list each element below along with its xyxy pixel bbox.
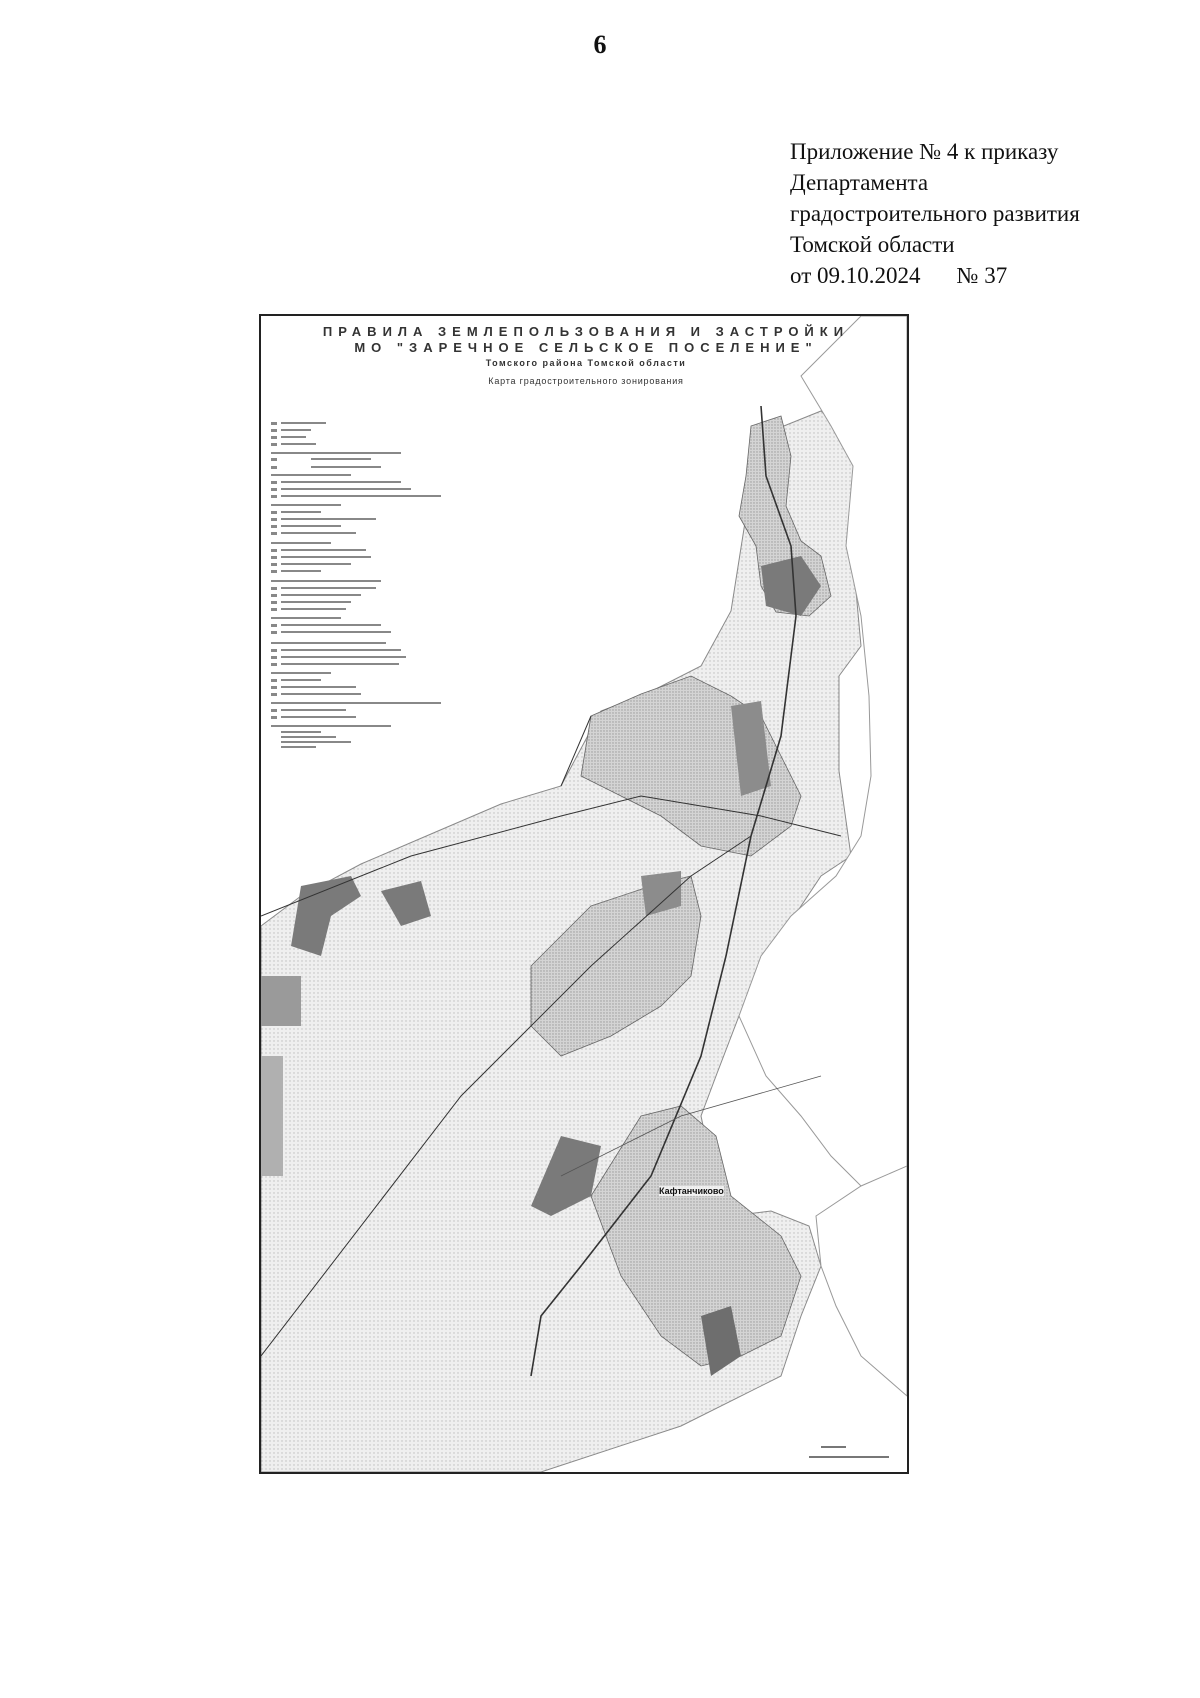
map-legend <box>271 422 441 748</box>
appendix-header <box>790 136 1080 291</box>
appendix-line-3: градостроительного развития <box>790 201 1080 226</box>
map-drawing <box>261 316 907 1472</box>
map-title-line-1: ПРАВИЛА ЗЕМЛЕПОЛЬЗОВАНИЯ И ЗАСТРОЙКИ <box>322 324 850 339</box>
place-label-kaftanchikovo: Кафтанчиково <box>659 1186 724 1196</box>
appendix-line-4: Томской области <box>790 232 955 257</box>
scale-bar <box>809 1446 889 1458</box>
map-title-line-2: МО "ЗАРЕЧНОЕ СЕЛЬСКОЕ ПОСЕЛЕНИЕ" <box>354 340 818 355</box>
order-number: № 37 <box>956 263 1008 288</box>
river-lower <box>816 1166 907 1396</box>
appendix-line-1: Приложение № 4 к приказу <box>790 139 1059 164</box>
dark-zone-8 <box>261 976 301 1026</box>
order-date: от 09.10.2024 <box>790 263 921 288</box>
appendix-date-row <box>790 260 1080 291</box>
map-header <box>261 324 909 386</box>
page-number: 6 <box>593 30 607 59</box>
zoning-map <box>259 314 909 1474</box>
dark-zone-9 <box>261 1056 283 1176</box>
appendix-line-2: Департамента <box>790 170 929 195</box>
map-name: Карта градостроительного зонирования <box>488 376 684 386</box>
map-subtitle: Томского района Томской области <box>485 358 687 368</box>
